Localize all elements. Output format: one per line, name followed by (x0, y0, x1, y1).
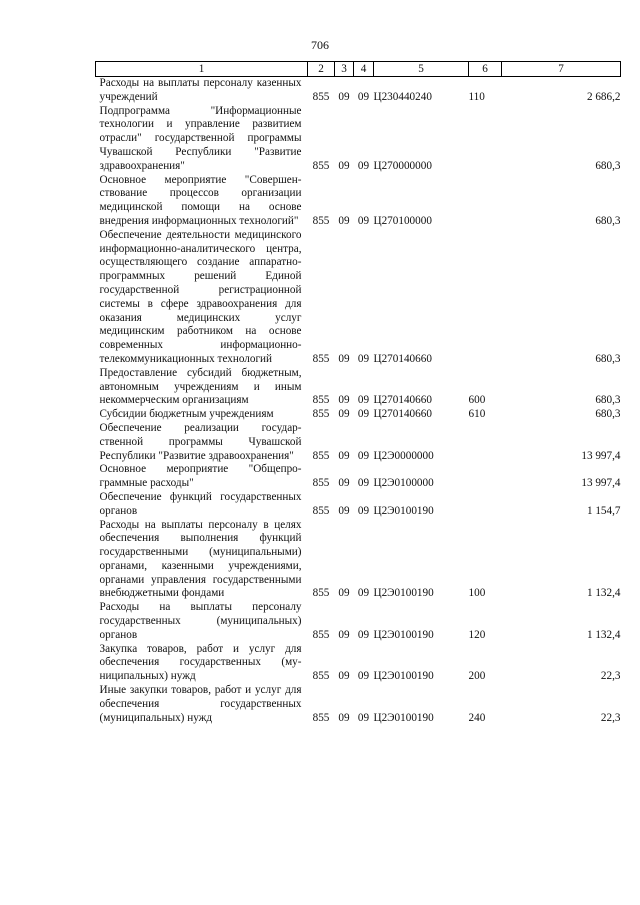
target-article-cell: Ц270140660 (373, 394, 432, 407)
expense-type-cell (469, 229, 502, 367)
column-header: 6 (469, 62, 502, 77)
table-row (96, 174, 621, 229)
ministry-code-cell: 855 (312, 628, 330, 641)
section-code-cell: 09 (338, 408, 350, 421)
subsection-code-cell: 09 (357, 394, 370, 407)
subsection-code-cell: 09 (357, 628, 370, 641)
table-row (96, 422, 621, 463)
section-code-cell: 09 (338, 670, 350, 683)
ministry-code-cell: 855 (312, 670, 330, 683)
section-code-cell: 09 (338, 214, 350, 227)
amount-cell: 13 997,4 (581, 449, 621, 462)
expense-type-cell (469, 174, 502, 229)
section-code-cell: 09 (338, 587, 350, 600)
table-row (96, 463, 621, 491)
amount-cell: 1 132,4 (586, 587, 621, 600)
expense-type-cell: 610 (468, 408, 486, 421)
ministry-code-cell: 855 (312, 214, 330, 227)
expense-type-cell: 200 (468, 670, 486, 683)
target-article-cell: Ц2Э0100190 (373, 587, 434, 600)
section-code-cell: 09 (338, 504, 350, 517)
section-code-cell: 09 (338, 90, 350, 103)
expense-type-cell (469, 422, 502, 463)
subsection-code-cell: 09 (357, 408, 370, 421)
target-article-cell: Ц2Э0100000 (373, 477, 434, 490)
ministry-code-cell: 855 (312, 352, 330, 365)
subsection-code-cell: 09 (357, 504, 370, 517)
ministry-code-cell: 855 (312, 159, 330, 172)
subsection-code-cell: 09 (357, 159, 370, 172)
table-row (96, 491, 621, 519)
subsection-code-cell: 09 (357, 449, 370, 462)
table-row (96, 601, 621, 642)
subsection-code-cell: 09 (357, 214, 370, 227)
target-article-cell: Ц2Э0100190 (373, 628, 434, 641)
column-header: 5 (374, 62, 469, 77)
subsection-code-cell: 09 (357, 711, 370, 724)
row-name-cell: Закупка товаров, работ и услуг для обеспечения государственных (муниципальных) нужд (99, 642, 302, 683)
ministry-code-cell: 855 (312, 587, 330, 600)
expense-type-cell: 100 (468, 587, 486, 600)
target-article-cell: Ц2Э0100190 (373, 504, 434, 517)
target-article-cell: Ц230440240 (373, 90, 432, 103)
budget-table (95, 61, 621, 725)
amount-cell: 680,3 (595, 214, 621, 227)
target-article-cell: Ц270000000 (373, 159, 432, 172)
row-name-cell: Субсидии бюджетным учреждениям (99, 408, 274, 421)
subsection-code-cell: 09 (357, 352, 370, 365)
row-name-cell: Обеспечение реализации государственной программы Чувашской Республики "Развитие здравоохранения" (99, 421, 302, 462)
row-name-cell: Расходы на выплаты персоналу казенных учреждений (99, 77, 302, 103)
column-header: 3 (335, 62, 354, 77)
amount-cell: 13 997,4 (581, 477, 621, 490)
target-article-cell: Ц270140660 (373, 408, 432, 421)
amount-cell: 680,3 (595, 408, 621, 421)
column-header-row (96, 62, 621, 77)
column-header: 1 (96, 62, 308, 77)
amount-cell: 680,3 (595, 394, 621, 407)
ministry-code-cell: 855 (312, 477, 330, 490)
expense-type-cell (469, 105, 502, 174)
ministry-code-cell: 855 (312, 408, 330, 421)
target-article-cell: Ц2Э0000000 (373, 449, 434, 462)
subsection-code-cell: 09 (357, 670, 370, 683)
expense-type-cell (469, 491, 502, 519)
section-code-cell: 09 (338, 711, 350, 724)
row-name-cell: Предоставление субсидий бюджетным, автономным учреждениям и иным некоммерческим организациям (99, 366, 302, 407)
amount-cell: 2 686,2 (586, 90, 621, 103)
column-header: 2 (308, 62, 335, 77)
section-code-cell: 09 (338, 628, 350, 641)
row-name-cell: Иные закупки товаров, работ и услуг для обеспечения государственных (муниципальных) нужд (99, 684, 302, 724)
column-header: 7 (502, 62, 621, 77)
page-number: 706 (311, 38, 329, 52)
section-code-cell: 09 (338, 477, 350, 490)
target-article-cell: Ц270140660 (373, 352, 432, 365)
target-article-cell: Ц2Э0100190 (373, 670, 434, 683)
ministry-code-cell: 855 (312, 711, 330, 724)
section-code-cell: 09 (338, 449, 350, 462)
row-name-cell: Основное мероприятие "Совершенствование процессов организации медицинской помощи на основе внедрения информационных технологий" (99, 173, 302, 227)
table-row (96, 105, 621, 174)
section-code-cell: 09 (338, 394, 350, 407)
ministry-code-cell: 855 (312, 394, 330, 407)
amount-cell: 680,3 (595, 352, 621, 365)
row-name-cell: Обеспечение функций государственных органов (99, 490, 302, 517)
amount-cell: 1 154,7 (586, 504, 621, 517)
row-name-cell: Обеспечение деятельности медицинского информационно-аналитического центра, осуществляющего создание аппаратно-программных решений Единой государственной регистрационной системы в сфере здравоохранения для оказания медицинских услуг медицинским работником на основе современных информационно-телекоммуникационных технологий (99, 228, 302, 365)
amount-cell: 22,3 (600, 711, 621, 724)
table-row (96, 684, 621, 725)
section-code-cell: 09 (338, 159, 350, 172)
amount-cell: 22,3 (600, 670, 621, 683)
table-row (96, 408, 621, 422)
expense-type-cell (469, 463, 502, 491)
amount-cell: 1 132,4 (586, 628, 621, 641)
row-name-cell: Основное мероприятие "Общепрограммные расходы" (99, 463, 302, 490)
expense-type-cell: 240 (468, 711, 486, 724)
table-row (96, 367, 621, 408)
target-article-cell: Ц270100000 (373, 214, 432, 227)
column-header: 4 (354, 62, 374, 77)
subsection-code-cell: 09 (357, 587, 370, 600)
ministry-code-cell: 855 (312, 504, 330, 517)
ministry-code-cell: 855 (312, 90, 330, 103)
target-article-cell: Ц2Э0100190 (373, 711, 434, 724)
table-row (96, 519, 621, 602)
expense-type-cell: 120 (468, 628, 486, 641)
amount-cell: 680,3 (595, 159, 621, 172)
section-code-cell: 09 (338, 352, 350, 365)
expense-type-cell: 110 (468, 90, 485, 103)
row-name-cell: Расходы на выплаты персоналу в целях обеспечения выполнения функций государственными (муниципальными) органами, казенными учреждениями, органами управления государственными внебюджетными фондами (99, 518, 302, 600)
subsection-code-cell: 09 (357, 477, 370, 490)
table-row (96, 643, 621, 684)
table-row (96, 77, 621, 105)
subsection-code-cell: 09 (357, 90, 370, 103)
expense-type-cell: 600 (468, 394, 486, 407)
ministry-code-cell: 855 (312, 449, 330, 462)
row-name-cell: Подпрограмма "Информационные технологии и управление развитием отрасли" государственной программы Чувашской Республики "Развитие здравоохранения" (99, 104, 302, 172)
table-row (96, 229, 621, 367)
row-name-cell: Расходы на выплаты персоналу государственных (муниципальных) органов (99, 601, 302, 641)
